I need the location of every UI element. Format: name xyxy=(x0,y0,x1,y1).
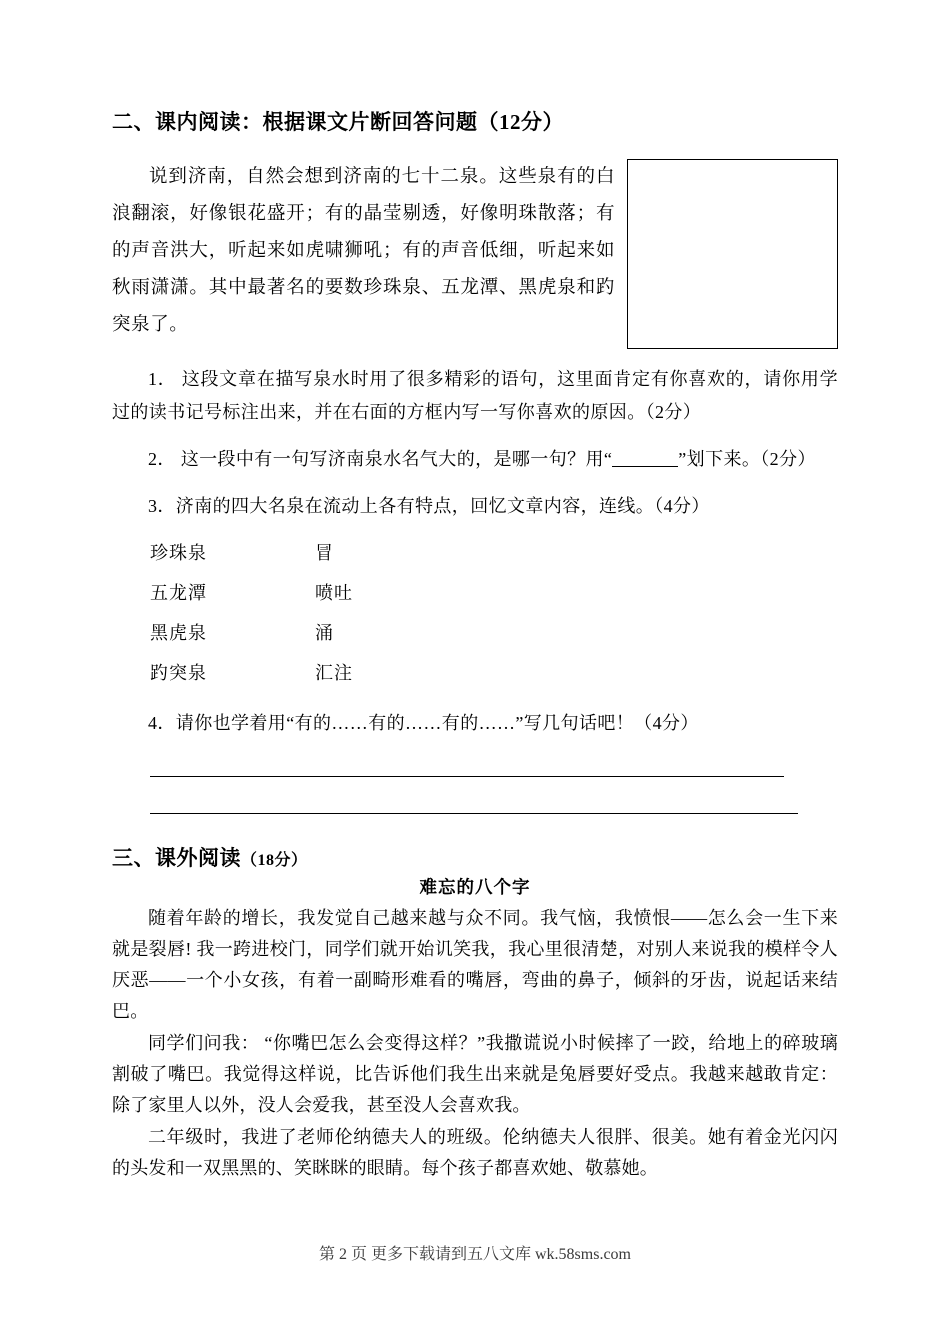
section-three-label: 三、课外阅读 xyxy=(112,846,241,871)
section-three-score: （18分） xyxy=(241,852,308,870)
writing-lines xyxy=(112,746,838,814)
article-paragraph: 二年级时，我进了老师伦纳德夫人的班级。伦纳德夫人很胖、很美。她有着金光闪闪的头发和一双黑黑的、笑眯眯的眼睛。每个孩子都喜欢她、敬慕她。 xyxy=(112,1127,838,1179)
flow-verb[interactable]: 冒 xyxy=(315,543,334,564)
flow-verb[interactable]: 涌 xyxy=(315,623,334,644)
matching-exercise xyxy=(112,533,838,693)
spring-name[interactable]: 珍珠泉 xyxy=(150,543,207,564)
matching-row xyxy=(112,613,838,653)
article-body xyxy=(112,903,838,1184)
spring-name[interactable]: 黑虎泉 xyxy=(150,623,207,644)
matching-row xyxy=(112,533,838,573)
flow-verb[interactable]: 汇注 xyxy=(315,663,353,684)
matching-row xyxy=(112,573,838,613)
flow-verb[interactable]: 喷吐 xyxy=(315,583,353,604)
page-footer: 第 2 页 更多下载请到五八文库 wk.58sms.com xyxy=(318,1246,631,1263)
writing-line-2[interactable] xyxy=(150,783,798,814)
section-three-title xyxy=(112,842,838,872)
question-2-part2: ”划下来。（2分） xyxy=(678,449,816,470)
question-2 xyxy=(112,443,838,476)
question-1: 1． 这段文章在描写泉水时用了很多精彩的语句，这里面肯定有你喜欢的，请你用学过的读书记号标注出来，并在右面的方框内写一写你喜欢的原因。（2分） xyxy=(112,369,838,423)
answer-box[interactable] xyxy=(627,159,838,349)
matching-row xyxy=(112,653,838,693)
spring-name[interactable]: 趵突泉 xyxy=(150,663,207,684)
reading-passage xyxy=(112,159,615,344)
section-two-title: 二、课内阅读：根据课文片断回答问题（12分） xyxy=(112,110,564,134)
spring-name[interactable]: 五龙潭 xyxy=(150,583,207,604)
question-2-part1: 2． 这一段中有一句写济南泉水名气大的，是哪一句？用“ xyxy=(148,449,613,470)
writing-line-1[interactable] xyxy=(150,746,784,777)
article-paragraph: 随着年龄的增长，我发觉自己越来越与众不同。我气恼，我愤恨——怎么会一生下来就是裂唇! 我一跨进校门，同学们就开始讥笑我，我心里很清楚，对别人来说我的模样令人厌恶——一个小女孩，有着一副畸形难看的嘴唇，弯曲的鼻子，倾斜的牙齿，说起话来结巴。 xyxy=(112,908,838,1022)
fill-blank-line[interactable] xyxy=(612,466,678,467)
article-paragraph: 同学们问我： “你嘴巴怎么会变得这样？”我撒谎说小时候摔了一跤，给地上的碎玻璃割破了嘴巴。我觉得这样说，比告诉他们我生出来就是兔唇要好受点。我越来越敢肯定：除了家里人以外，没人会爱我，甚至没人会喜欢我。 xyxy=(112,1033,838,1116)
passage-text: 说到济南，自然会想到济南的七十二泉。这些泉有的白浪翻滚，好像银花盛开；有的晶莹剔透，好像明珠散落；有的声音洪大，听起来如虎啸狮吼；有的声音低细，听起来如秋雨潇潇。其中最著名的要数珍珠泉、五龙潭、黑虎泉和趵突泉了。 xyxy=(112,167,616,336)
article-title: 难忘的八个字 xyxy=(419,877,531,898)
question-3: 3．济南的四大名泉在流动上各有特点，回忆文章内容，连线。（4分） xyxy=(148,496,710,517)
passage-row xyxy=(112,159,838,349)
question-4: 4．请你也学着用“有的……有的……有的……”写几句话吧！（4分） xyxy=(148,713,699,734)
